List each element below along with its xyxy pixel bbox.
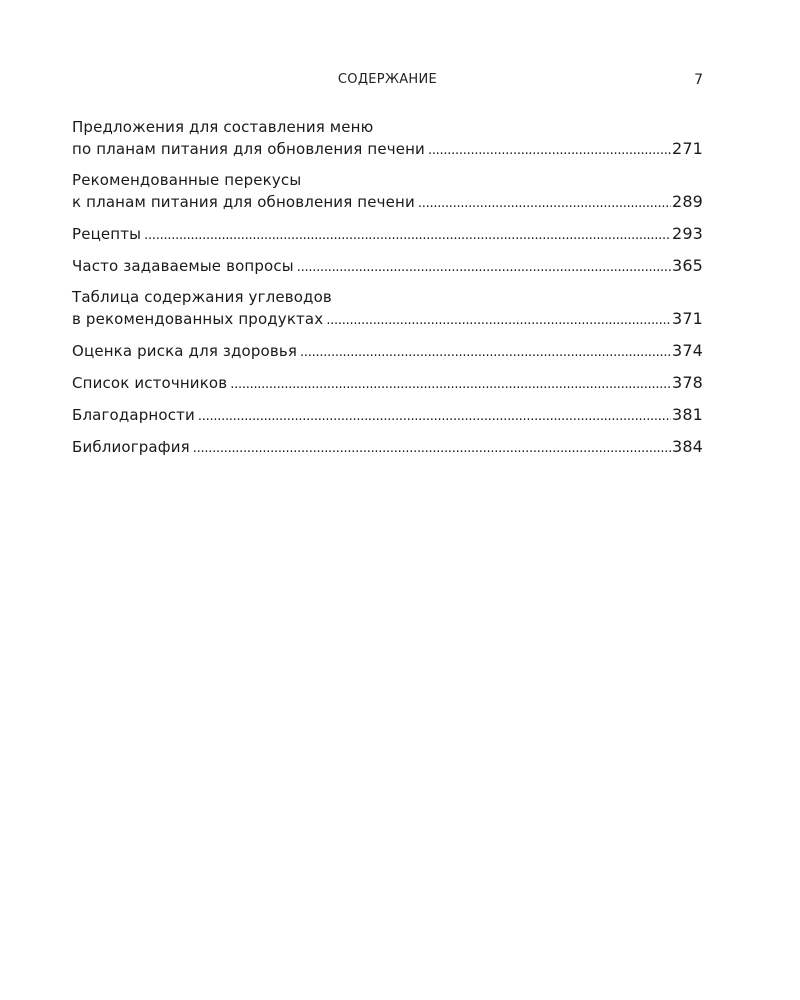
toc-entry-row [72, 138, 703, 161]
toc-entry-row [72, 308, 703, 331]
running-head [72, 72, 703, 92]
toc-entry-title: Часто задаваемые вопросы [72, 257, 294, 275]
toc-entry-title-line1: Предложения для составления меню [72, 118, 374, 136]
toc-entry[interactable] [72, 372, 703, 395]
toc-entry[interactable] [72, 436, 703, 459]
toc-page-number: 289 [672, 192, 703, 211]
toc-entry-title-line1: Таблица содержания углеводов [72, 288, 332, 306]
toc-entry-row [72, 340, 703, 363]
dot-leader [193, 438, 671, 459]
toc-entry-row [72, 436, 703, 459]
toc-entry-title: Список источников [72, 374, 228, 392]
dot-leader [428, 140, 671, 161]
toc-entry[interactable] [72, 404, 703, 427]
toc-entry-title: к планам питания для обновления печени [72, 193, 415, 211]
toc-entry-title: Оценка риска для здоровья [72, 342, 298, 360]
toc-entry-title: по планам питания для обновления печени [72, 140, 425, 158]
toc-entry-row [72, 223, 703, 246]
toc-entry[interactable] [72, 287, 703, 331]
running-title: СОДЕРЖАНИЕ [337, 72, 438, 87]
toc-entry-row [72, 255, 703, 278]
dot-leader [144, 225, 671, 246]
toc-page-number: 384 [672, 437, 703, 456]
dot-leader [297, 257, 671, 278]
toc-page-number: 381 [672, 405, 703, 424]
toc-page-number: 378 [672, 373, 703, 392]
toc-page-number: 365 [672, 256, 703, 275]
toc-entry-row [72, 404, 703, 427]
toc-entry-title: Рецепты [72, 225, 142, 243]
toc-page-number: 293 [672, 224, 703, 243]
dot-leader [230, 374, 671, 395]
dot-leader [326, 310, 671, 331]
toc-entry[interactable] [72, 340, 703, 363]
toc-entry[interactable] [72, 170, 703, 214]
toc-page-number: 271 [672, 139, 703, 158]
toc-entry[interactable] [72, 223, 703, 246]
table-of-contents [72, 117, 703, 468]
toc-entry-title: Библиография [72, 438, 190, 456]
toc-entry-title-line1: Рекомендованные перекусы [72, 171, 302, 189]
book-page [72, 0, 703, 1000]
toc-entry[interactable] [72, 255, 703, 278]
toc-entry-row [72, 191, 703, 214]
toc-page-number: 374 [672, 341, 703, 360]
toc-entry-title: в рекомендованных продуктах [72, 310, 324, 328]
dot-leader [300, 342, 671, 363]
dot-leader [198, 406, 671, 427]
toc-page-number: 371 [672, 309, 703, 328]
toc-entry-row [72, 372, 703, 395]
page-number: 7 [694, 72, 703, 88]
dot-leader [418, 193, 671, 214]
toc-entry-title: Благодарности [72, 406, 195, 424]
toc-entry[interactable] [72, 117, 703, 161]
